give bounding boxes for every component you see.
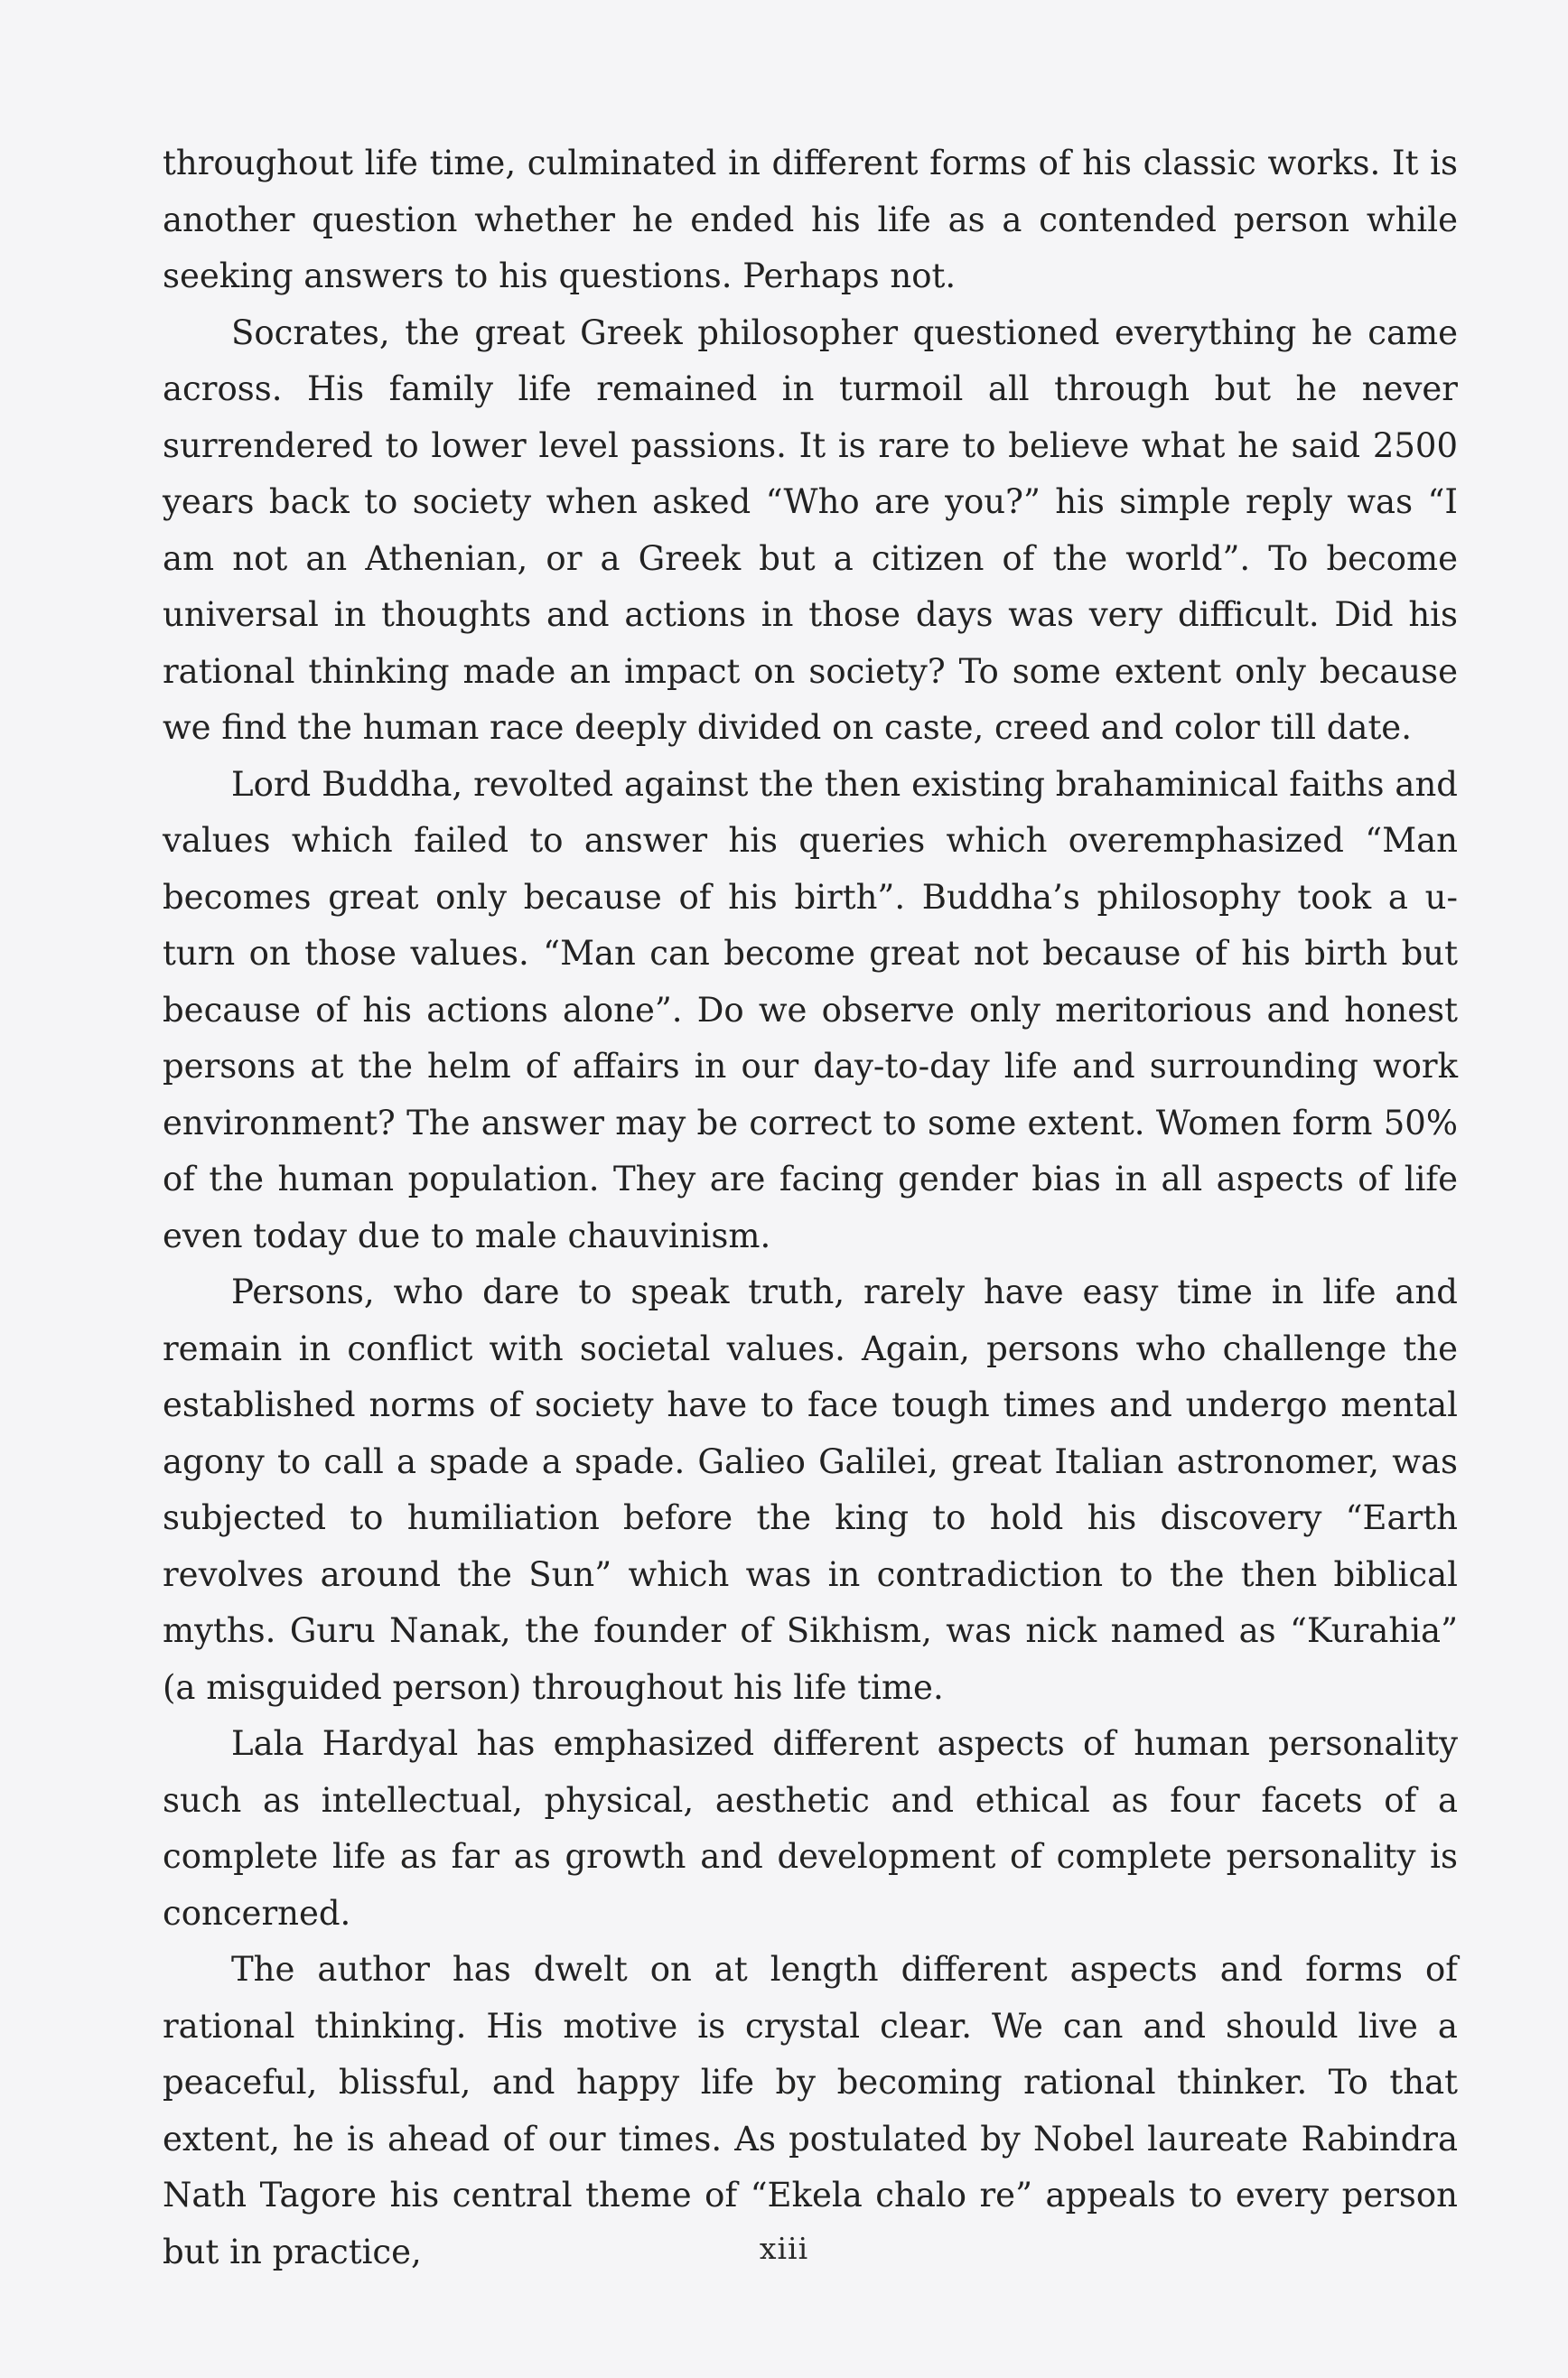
paragraph-continuation: throughout life time, culminated in different forms of his classic works. It is another question whether he ended his life as a contended person while seeking answers to his questions. Perhaps not. (163, 144, 1458, 295)
paragraph-author: The author has dwelt on at length different aspects and forms of rational thinking. His motive is crystal clear. We can and should live a peaceful, blissful, and happy life by becoming rational thinker. To that extent, he is ahead of our times. As postulated by Nobel laureate Rabindra Nath Tagore his central theme of “Ekela chalo re” appeals to every person but in practice, (163, 1950, 1458, 2271)
paragraph-buddha: Lord Buddha, revolted against the then existing brahaminical faiths and values which failed to answer his queries which overemphasized “Man becomes great only because of his birth”. Buddha’s philosophy took a u-turn on those values. “Man can become great not because of his birth but because of his actions alone”. Do we observe only meritorious and honest persons at the helm of affairs in our day-to-day life and surrounding work environment? The answer may be correct to some extent. Women form 50% of the human population. They are facing gender bias in all aspects of life even today due to male chauvinism. (163, 764, 1458, 1255)
paragraph-truth-speakers: Persons, who dare to speak truth, rarely have easy time in life and remain in conflict with societal values. Again, persons who challenge the established norms of society have to face tough times and undergo mental agony to call a spade a spade. Galieo Galilei, great Italian astronomer, was subjected to humiliation before the king to hold his discovery “Earth revolves around the Sun” which was in contradiction to the then biblical myths. Guru Nanak, the founder of Sikhism, was nick named as “Kurahia” (a misguided person) throughout his life time. (163, 1273, 1458, 1707)
body-text (163, 135, 1458, 2280)
paragraph-hardyal: Lala Hardyal has emphasized different aspects of human personality such as intellectual, physical, aesthetic and ethical as four facets of a complete life as far as growth and development of complete personality is concerned. (163, 1724, 1458, 1933)
paragraph-socrates: Socrates, the great Greek philosopher questioned everything he came across. His family life remained in turmoil all through but he never surrendered to lower level passions. It is rare to believe what he said 2500 years back to society when asked “Who are you?” his simple reply was “I am not an Athenian, or a Greek but a citizen of the world”. To become universal in thoughts and actions in those days was very difficult. Did his rational thinking made an impact on society? To some extent only because we find the human race deeply divided on caste, creed and color till date. (163, 312, 1458, 747)
page-number: xiii (759, 2231, 809, 2266)
